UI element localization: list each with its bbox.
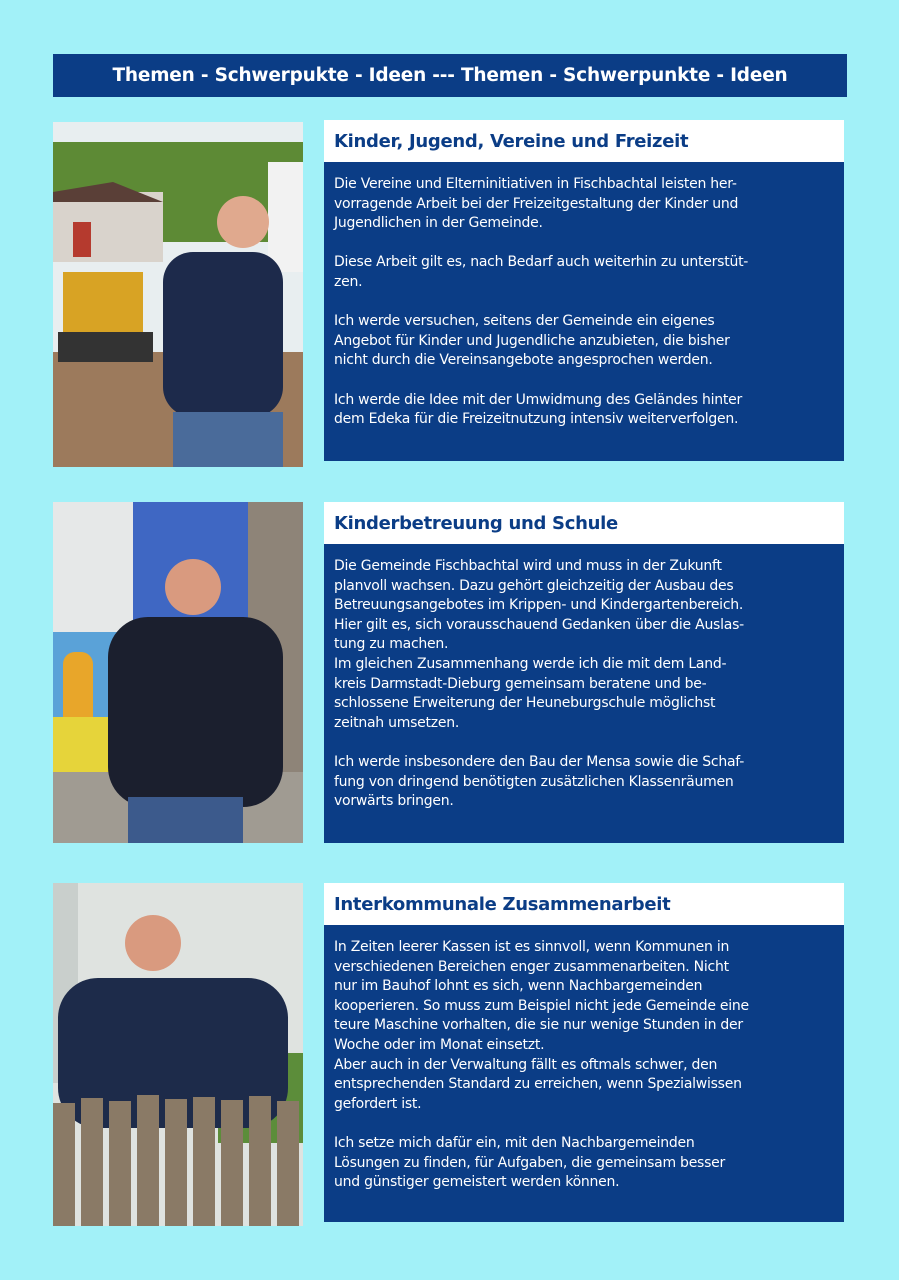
photo-construction-site	[53, 122, 303, 467]
text-line: fung von dringend benötigten zusätzlichen Klassenräumen	[334, 773, 734, 790]
text-line: Hier gilt es, sich vorausschauend Gedanken über die Auslas-	[334, 616, 744, 633]
text-line: nur im Bauhof lohnt es sich, wenn Nachbargemeinden	[334, 978, 703, 995]
text-line: Im gleichen Zusammenhang werde ich die mit dem Land-	[334, 655, 727, 672]
text-line: Die Vereine und Elterninitiativen in Fischbachtal leisten her-	[334, 176, 737, 192]
paragraph-gap	[334, 234, 834, 254]
text-line: Woche oder im Monat einsetzt.	[334, 1036, 545, 1053]
text-line: zeitnah umsetzen.	[334, 714, 460, 731]
text-line: kreis Darmstadt-Dieburg gemeinsam beratene und be-	[334, 675, 707, 692]
section-body	[324, 544, 844, 843]
text-line: dem Edeka für die Freizeitnutzung intensiv weiterverfolgen.	[334, 411, 739, 428]
paragraph-gap	[334, 733, 834, 753]
text-line: Ich werde die Idee mit der Umwidmung des Geländes hinter	[334, 391, 742, 408]
text-line: tung zu machen.	[334, 636, 449, 653]
text-line: nicht durch die Vereinsangebote angesprochen werden.	[334, 352, 713, 369]
text-line: gefordert ist.	[334, 1095, 422, 1112]
section-heading: Interkommunale Zusammenarbeit	[324, 883, 844, 925]
text-line: Lösungen zu finden, für Aufgaben, die gemeinsam besser	[334, 1154, 726, 1171]
paragraph-gap	[334, 371, 834, 391]
text-line: und günstiger gemeistert werden können.	[334, 1174, 620, 1191]
text-line: Ich werde versuchen, seitens der Gemeinde ein eigenes	[334, 313, 715, 330]
text-line: In Zeiten leerer Kassen ist es sinnvoll, wenn Kommunen in	[334, 939, 730, 955]
text-line: zen.	[334, 273, 363, 290]
text-line: Angebot für Kinder und Jugendliche anzubieten, die bisher	[334, 332, 730, 349]
section-body	[324, 925, 844, 1222]
section-heading: Kinder, Jugend, Vereine und Freizeit	[324, 120, 844, 162]
text-line: vorwärts bringen.	[334, 793, 454, 810]
text-line: entsprechenden Standard zu erreichen, wenn Spezialwissen	[334, 1076, 742, 1093]
text-line: schlossene Erweiterung der Heuneburgschule möglichst	[334, 695, 716, 712]
photo-school-mural	[53, 502, 303, 843]
text-line: Diese Arbeit gilt es, nach Bedarf auch weiterhin zu unterstüt-	[334, 254, 749, 271]
section-heading: Kinderbetreuung und Schule	[324, 502, 844, 544]
section-body	[324, 162, 844, 461]
paragraph-gap	[334, 1114, 834, 1134]
text-line: kooperieren. So muss zum Beispiel nicht jede Gemeinde eine	[334, 997, 749, 1014]
text-line: Die Gemeinde Fischbachtal wird und muss in der Zukunft	[334, 558, 722, 574]
text-line: Aber auch in der Verwaltung fällt es oftmals schwer, den	[334, 1056, 718, 1073]
text-line: Ich werde insbesondere den Bau der Mensa sowie die Schaf-	[334, 753, 745, 770]
paragraph-gap	[334, 293, 834, 313]
photo-wooden-fence	[53, 883, 303, 1226]
text-line: Betreuungsangebotes im Krippen- und Kindergartenbereich.	[334, 597, 744, 614]
text-line: verschiedenen Bereichen enger zusammenarbeiten. Nicht	[334, 958, 729, 975]
text-line: Ich setze mich dafür ein, mit den Nachbargemeinden	[334, 1134, 695, 1151]
page-title: Themen - Schwerpukte - Ideen --- Themen - Schwerpunkte - Ideen	[53, 54, 847, 97]
text-line: planvoll wachsen. Dazu gehört gleichzeitig der Ausbau des	[334, 577, 734, 594]
text-line: vorragende Arbeit bei der Freizeitgestaltung der Kinder und	[334, 195, 739, 212]
text-line: teure Maschine vorhalten, die sie nur wenige Stunden in der	[334, 1017, 743, 1034]
text-line: Jugendlichen in der Gemeinde.	[334, 215, 543, 232]
